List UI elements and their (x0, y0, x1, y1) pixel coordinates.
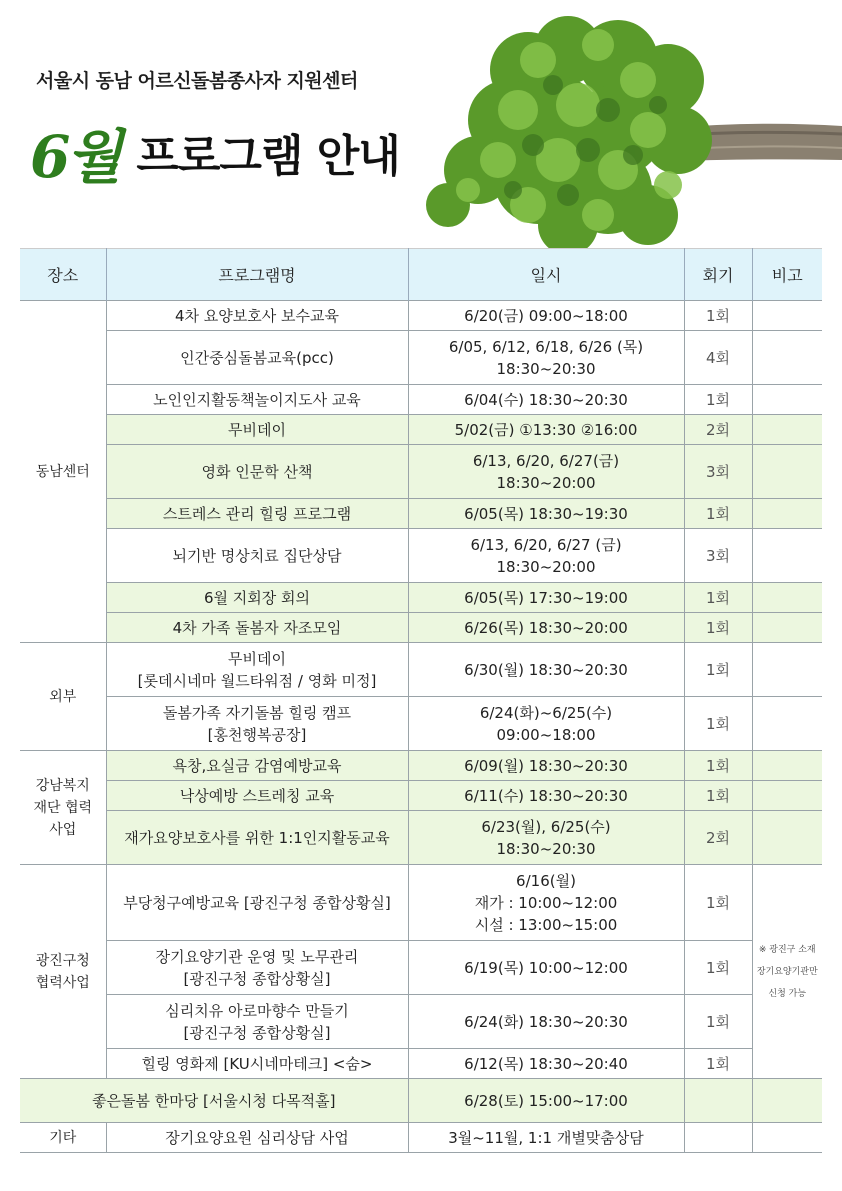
program-date: 6/11(수) 18:30~20:30 (408, 781, 684, 811)
program-name: 낙상예방 스트레칭 교육 (106, 781, 408, 811)
program-count: 1회 (684, 301, 752, 331)
program-count: 1회 (684, 643, 752, 697)
program-date: 6/23(월), 6/25(수) 18:30~20:30 (408, 811, 684, 865)
program-name: 노인인지활동책놀이지도사 교육 (106, 385, 408, 415)
program-count: 1회 (684, 613, 752, 643)
program-count: 1회 (684, 751, 752, 781)
center-name: 서울시 동남 어르신돌봄종사자 지원센터 (36, 70, 358, 92)
program-count: 1회 (684, 385, 752, 415)
table-row (20, 583, 822, 613)
note-cell (752, 697, 822, 751)
program-count: 1회 (684, 781, 752, 811)
program-date: 6/05, 6/12, 6/18, 6/26 (목) 18:30~20:30 (408, 331, 684, 385)
title-month: 6월 (30, 123, 119, 191)
note-cell (752, 301, 822, 331)
table-row (20, 865, 822, 941)
note-cell (752, 529, 822, 583)
table-row (20, 1079, 822, 1123)
table-row (20, 1049, 822, 1079)
note-cell (752, 751, 822, 781)
note-cell (752, 385, 822, 415)
note-cell (752, 415, 822, 445)
note-cell (752, 331, 822, 385)
program-name: 욕창,요실금 감염예방교육 (106, 751, 408, 781)
table-row (20, 415, 822, 445)
place-cell: 기타 (20, 1123, 106, 1153)
program-date: 6/09(월) 18:30~20:30 (408, 751, 684, 781)
program-name: 장기요양기관 운영 및 노무관리 [광진구청 종합상황실] (106, 941, 408, 995)
gwangjin-note: ※ 광진구 소재 장기요양기관만 신청 가능 (752, 865, 822, 1079)
table-row (20, 781, 822, 811)
table-row (20, 613, 822, 643)
place-cell: 광진구청 협력사업 (20, 865, 106, 1079)
program-name: 돌봄가족 자기돌봄 힐링 캠프 [홍천행복공장] (106, 697, 408, 751)
program-date: 6/30(월) 18:30~20:30 (408, 643, 684, 697)
program-name: 뇌기반 명상치료 집단상담 (106, 529, 408, 583)
column-header-note: 비고 (752, 249, 822, 301)
program-count: 4회 (684, 331, 752, 385)
program-date: 6/04(수) 18:30~20:30 (408, 385, 684, 415)
program-date: 6/24(화) 18:30~20:30 (408, 995, 684, 1049)
program-name: 부당청구예방교육 [광진구청 종합상황실] (106, 865, 408, 941)
table-row (20, 697, 822, 751)
program-count: 1회 (684, 697, 752, 751)
table-row (20, 941, 822, 995)
program-count: 2회 (684, 415, 752, 445)
note-cell (752, 643, 822, 697)
table-row (20, 385, 822, 415)
program-date: 6/19(목) 10:00~12:00 (408, 941, 684, 995)
column-header-place: 장소 (20, 249, 106, 301)
place-cell: 외부 (20, 643, 106, 751)
table-row (20, 751, 822, 781)
program-name: 4차 요양보호사 보수교육 (106, 301, 408, 331)
column-header-datetime: 일시 (408, 249, 684, 301)
table-row (20, 811, 822, 865)
program-name: 인간중심돌봄교육(pcc) (106, 331, 408, 385)
program-count: 1회 (684, 865, 752, 941)
program-name: 4차 가족 돌봄자 자조모임 (106, 613, 408, 643)
program-date: 3월~11월, 1:1 개별맞춤상담 (408, 1123, 684, 1153)
program-name: 힐링 영화제 [KU시네마테크] <숨> (106, 1049, 408, 1079)
note-cell (752, 445, 822, 499)
program-count: 1회 (684, 995, 752, 1049)
program-name: 6월 지회장 회의 (106, 583, 408, 613)
program-name: 무비데이 (106, 415, 408, 445)
table-row (20, 499, 822, 529)
program-date: 6/12(목) 18:30~20:40 (408, 1049, 684, 1079)
program-name: 스트레스 관리 힐링 프로그램 (106, 499, 408, 529)
program-date: 6/28(토) 15:00~17:00 (408, 1079, 684, 1123)
program-count: 1회 (684, 941, 752, 995)
program-date: 6/24(화)~6/25(수) 09:00~18:00 (408, 697, 684, 751)
program-name: 재가요양보호사를 위한 1:1인지활동교육 (106, 811, 408, 865)
note-cell (752, 1079, 822, 1123)
program-name: 무비데이 [롯데시네마 월드타워점 / 영화 미정] (106, 643, 408, 697)
program-name: 영화 인문학 산책 (106, 445, 408, 499)
place-cell: 강남복지 재단 협력 사업 (20, 751, 106, 865)
program-count: 1회 (684, 499, 752, 529)
program-date: 6/05(목) 17:30~19:00 (408, 583, 684, 613)
column-header-sessions: 회기 (684, 249, 752, 301)
program-date: 6/20(금) 09:00~18:00 (408, 301, 684, 331)
title-text: 프로그램 안내 (136, 131, 400, 182)
note-cell (752, 781, 822, 811)
tree-image (418, 10, 842, 250)
program-count: 1회 (684, 1049, 752, 1079)
table-row (20, 1123, 822, 1153)
program-count (684, 1123, 752, 1153)
program-count: 3회 (684, 445, 752, 499)
program-count: 3회 (684, 529, 752, 583)
program-name: 장기요양요원 심리상담 사업 (106, 1123, 408, 1153)
program-count (684, 1079, 752, 1123)
program-schedule-table (20, 248, 822, 1153)
program-date: 6/26(목) 18:30~20:00 (408, 613, 684, 643)
program-count: 1회 (684, 583, 752, 613)
column-header-program: 프로그램명 (106, 249, 408, 301)
table-row (20, 331, 822, 385)
note-cell (752, 1123, 822, 1153)
table-row (20, 301, 822, 331)
program-name: 심리치유 아로마향수 만들기 [광진구청 종합상황실] (106, 995, 408, 1049)
note-cell (752, 499, 822, 529)
table-row (20, 529, 822, 583)
place-cell: 동남센터 (20, 301, 106, 643)
note-cell (752, 613, 822, 643)
program-count: 2회 (684, 811, 752, 865)
program-date: 6/05(목) 18:30~19:30 (408, 499, 684, 529)
program-date: 6/13, 6/20, 6/27(금) 18:30~20:00 (408, 445, 684, 499)
table-row (20, 445, 822, 499)
page-title (30, 112, 400, 192)
note-cell (752, 811, 822, 865)
table-row (20, 643, 822, 697)
note-cell (752, 583, 822, 613)
program-date: 6/13, 6/20, 6/27 (금) 18:30~20:00 (408, 529, 684, 583)
program-date: 6/16(월) 재가 : 10:00~12:00 시설 : 13:00~15:00 (408, 865, 684, 941)
program-date: 5/02(금) ①13:30 ②16:00 (408, 415, 684, 445)
program-name: 좋은돌봄 한마당 [서울시청 다목적홀] (20, 1079, 408, 1123)
table-header-row (20, 249, 822, 301)
table-row (20, 995, 822, 1049)
